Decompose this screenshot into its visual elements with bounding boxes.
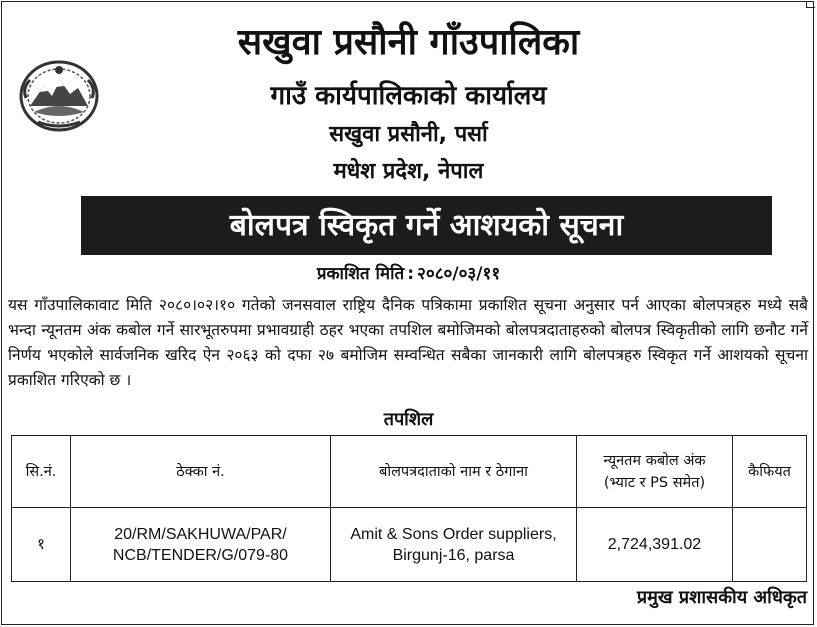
header-bidder: बोलपत्रदाताको नाम र ठेगाना — [331, 436, 577, 508]
cell-amount: 2,724,391.02 — [577, 508, 733, 582]
corner-mark — [806, 1, 815, 8]
contract-no-line1: 20/RM/SAKHUWA/PAR/ — [114, 525, 287, 543]
header-amount-line1: न्यूनतम कबोल अंक — [603, 452, 706, 469]
header-sn: सि.नं. — [12, 436, 71, 508]
province-country: मधेश प्रदेश, नेपाल — [333, 159, 484, 184]
table-header-row — [12, 436, 807, 508]
details-heading: तपशिल — [383, 409, 434, 430]
nepal-emblem-icon — [18, 58, 100, 134]
contract-no-line2: NCB/TENDER/G/079-80 — [112, 546, 289, 564]
office-location: सखुवा प्रसौनी, पर्सा — [329, 122, 488, 147]
published-date-value: २०८०/०३/११ — [417, 264, 501, 284]
notice-body: यस गाँउपालिकावाट मिति २०८०।०२।१० गतेको जनसवाल राष्ट्रिय दैनिक पत्रिकामा प्रकाशित सूचना अनुसार पर्न आएका बोलपत्रहरु मध्ये सबै भन्दा न्यूनतम अंक कबोल गर्ने सारभूतरुपमा प्रभावग्राही ठहर भएका तपशिल बमोजिमको बोलपत्रदाताहरुको बोलपत्र स्विकृतीको लागि छनौट गर्ने निर्णय भएकोले सार्वजनिक खरिद ऐन २०६३ को दफा २७ बमोजिम सम्वन्धित सबैका जानकारी लागि बोलपत्रहरु स्विकृत गर्ने आशयको सूचना प्रकाशित गरिएको छ । — [8, 296, 808, 389]
bidder-line1: Amit & Sons Order suppliers, — [350, 525, 557, 543]
signatory-title: प्रमुख प्रशासकीय अधिकृत — [636, 587, 807, 608]
published-date-separator: : — [407, 264, 415, 284]
header-remarks: कैफियत — [733, 436, 807, 508]
published-date-label: प्रकाशित मिति — [316, 264, 405, 284]
office-name: गाउँ कार्यपालिकाको कार्यालय — [270, 81, 547, 111]
header-amount — [577, 436, 733, 508]
published-date — [0, 262, 817, 286]
bidder-line2: Birgunj-16, parsa — [392, 546, 515, 564]
table-row — [12, 508, 807, 582]
cell-contract-no — [71, 508, 331, 582]
notice-title-banner: बोलपत्र स्विकृत गर्ने आशयको सूचना — [81, 196, 772, 255]
cell-sn: १ — [12, 508, 71, 582]
municipality-name: सखुवा प्रसौनी गाँउपालिका — [237, 22, 580, 63]
header-amount-line2: (भ्याट र PS समेत) — [603, 474, 706, 491]
cell-bidder — [331, 508, 577, 582]
details-table — [11, 435, 807, 582]
header-contract-no: ठेक्का नं. — [71, 436, 331, 508]
cell-remarks — [733, 508, 807, 582]
